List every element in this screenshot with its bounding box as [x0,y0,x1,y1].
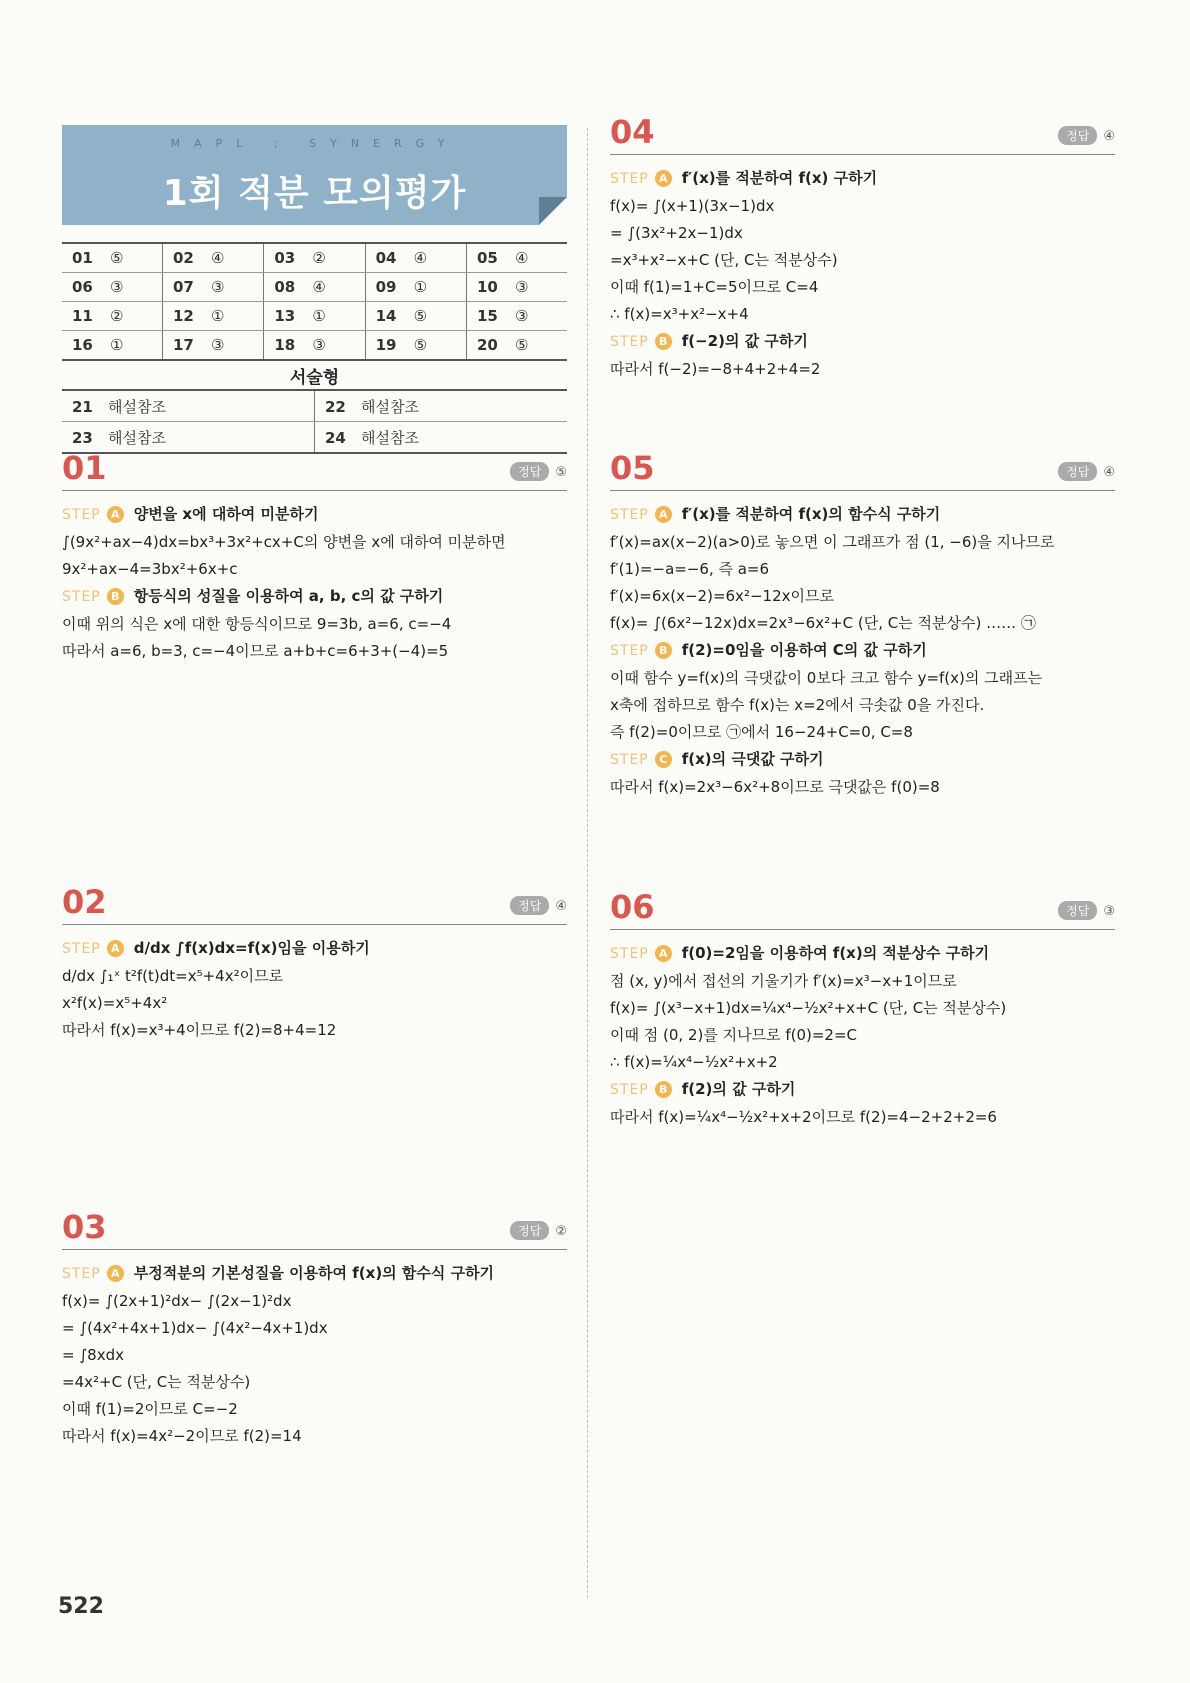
answer-value: ③ [110,278,124,296]
step-title: d/dx ∫f(x)dx=f(x)임을 이용하기 [133,939,370,957]
step-label: STEP [62,1266,101,1282]
step-heading [610,940,1115,968]
solution-line: ∫(9x²+ax−4)dx=bx³+3x²+cx+C의 양변을 x에 대하여 미분하면 [62,533,506,551]
step-heading [62,583,567,611]
answer-cell [62,302,163,331]
essay-row [62,390,567,422]
answer-cell [163,243,264,273]
column-divider [587,128,588,1598]
answer-value: ① [413,278,428,296]
step-title: 부정적분의 기본성질을 이용하여 f(x)의 함수식 구하기 [133,1264,495,1282]
question-number: 16 [72,336,93,354]
question-number: 01 [72,249,93,267]
answer-value: ① [110,336,124,354]
question-number: 17 [173,336,194,354]
question-number: 23 [72,428,93,447]
answer-badge [510,1221,567,1240]
answer-badge-label: 정답 [510,462,549,481]
question-number: 08 [274,278,296,296]
problem-body [62,925,567,1044]
problem-number: 03 [62,1208,107,1246]
question-number: 11 [72,307,93,325]
problem-body [610,155,1115,383]
answer-badge-value: ④ [555,899,567,914]
solution-line: 즉 f(2)=0이므로 ㉠에서 16−24+C=0, C=8 [610,723,913,741]
step-letter-icon: A [107,506,124,523]
answer-badge-value: ② [555,1224,567,1239]
problem-number: 06 [610,888,655,926]
step-title: f(2)=0임을 이용하여 C의 값 구하기 [681,641,927,659]
step-letter-icon: A [655,506,672,523]
answer-row [62,302,567,331]
answer-value: ③ [514,307,529,325]
step-heading [62,501,567,529]
answer-badge-value: ④ [1103,129,1115,144]
problem-06 [610,887,1115,1131]
step-heading [610,501,1115,529]
question-number: 15 [476,307,498,325]
problem-body [610,491,1115,801]
solution-line: 따라서 a=6, b=3, c=−4이므로 a+b+c=6+3+(−4)=5 [62,642,449,660]
question-number: 04 [375,249,397,267]
step-title: f(x)의 극댓값 구하기 [681,750,824,768]
step-letter-icon: C [655,751,672,768]
answer-cell [466,331,567,361]
answer-cell [264,331,365,361]
answer-cell [365,302,466,331]
solution-line: x²f(x)=x⁵+4x² [62,994,168,1012]
step-label: STEP [62,941,101,957]
solution-line: ∴ f(x)=x³+x²−x+4 [610,305,749,323]
question-number: 24 [325,428,346,447]
solution-line: 따라서 f(−2)=−8+4+2+4=2 [610,360,821,378]
problem-number: 02 [62,883,107,921]
answer-value: ③ [312,336,326,354]
answer-cell [264,243,365,273]
answer-badge-value: ③ [1103,904,1115,919]
essay-cell [62,390,315,422]
problem-number: 05 [610,449,655,487]
question-number: 02 [173,249,194,267]
solution-line: 따라서 f(x)=x³+4이므로 f(2)=8+4=12 [62,1021,337,1039]
problem-header [610,112,1115,155]
step-heading [62,935,567,963]
problem-05 [610,448,1115,801]
step-heading [610,165,1115,193]
question-number: 22 [325,397,346,416]
step-label: STEP [610,1082,649,1098]
banner-brand: MAPL ; SYNERGY [170,137,459,150]
step-heading [62,1260,567,1288]
problem-number: 01 [62,449,107,487]
step-letter-icon: A [107,940,124,957]
question-number: 13 [274,307,296,325]
problem-header [62,448,567,491]
question-number: 07 [173,278,194,296]
step-label: STEP [610,752,649,768]
step-heading [610,1076,1115,1104]
solution-line: 따라서 f(x)=¼x⁴−½x²+x+2이므로 f(2)=4−2+2+2=6 [610,1108,997,1126]
question-number: 05 [476,249,498,267]
answer-value: ④ [413,249,428,267]
solution-line: 9x²+ax−4=3bx²+6x+c [62,560,238,578]
answer-cell [163,273,264,302]
step-letter-icon: A [655,945,672,962]
answer-badge [510,462,567,481]
answer-value: ④ [211,249,225,267]
answer-row [62,243,567,273]
answer-value: ③ [514,278,529,296]
solution-line: 따라서 f(x)=2x³−6x²+8이므로 극댓값은 f(0)=8 [610,778,940,796]
answer-badge-value: ⑤ [555,465,567,480]
answer-cell [466,302,567,331]
step-letter-icon: B [655,1081,672,1098]
solution-line: f′(1)=−a=−6, 즉 a=6 [610,560,770,578]
step-label: STEP [62,589,101,605]
page-title: 1회 적분 모의평가 [162,173,467,214]
answer-row [62,331,567,361]
step-label: STEP [610,171,649,187]
solution-line: f′(x)=6x(x−2)=6x²−12x이므로 [610,587,834,605]
page-number: 522 [58,1594,104,1619]
problem-02 [62,882,567,1044]
problem-header [62,882,567,925]
step-heading [610,637,1115,665]
question-number: 06 [72,278,93,296]
answer-value: ② [312,249,326,267]
essay-answer: 해설참조 [108,428,166,447]
answer-value: ③ [211,278,225,296]
essay-answer: 해설참조 [361,397,419,416]
solution-line: f′(x)=ax(x−2)(a>0)로 놓으면 이 그래프가 점 (1, −6)을 지나므로 [610,533,1055,551]
step-heading [610,746,1115,774]
essay-answer: 해설참조 [361,428,419,447]
answer-cell [365,273,466,302]
step-label: STEP [610,507,649,523]
answer-cell [365,243,466,273]
answer-badge-label: 정답 [1058,901,1097,920]
problem-number: 04 [610,113,655,151]
answer-badge-value: ④ [1103,465,1115,480]
step-label: STEP [610,946,649,962]
question-number: 21 [72,397,93,416]
answer-cell [365,331,466,361]
question-number: 14 [375,307,397,325]
question-number: 19 [375,336,397,354]
solution-line: =4x²+C (단, C는 적분상수) [62,1373,251,1391]
question-number: 10 [476,278,498,296]
solution-line: d/dx ∫₁ˣ t²f(t)dt=x⁵+4x²이므로 [62,967,284,985]
answer-grid [62,242,567,361]
step-title: f′(x)를 적분하여 f(x) 구하기 [681,169,878,187]
step-letter-icon: B [107,588,124,605]
answer-row [62,273,567,302]
answer-badge-label: 정답 [1058,462,1097,481]
solution-line: 이때 f(1)=1+C=5이므로 C=4 [610,278,819,296]
solution-line: = ∫(3x²+2x−1)dx [610,224,743,242]
answer-value: ⑤ [413,307,428,325]
solution-line: ∴ f(x)=¼x⁴−½x²+x+2 [610,1053,778,1071]
problem-header [610,448,1115,491]
answer-cell [264,273,365,302]
essay-cell [315,390,568,422]
step-letter-icon: B [655,642,672,659]
answer-cell [163,302,264,331]
answer-cell [466,273,567,302]
essay-title: 서술형 [289,368,340,388]
essay-answer: 해설참조 [108,397,166,416]
answer-badge [510,896,567,915]
problem-03 [62,1207,567,1450]
answer-value: ② [110,307,124,325]
problem-04 [610,112,1115,383]
answer-cell [62,331,163,361]
question-number: 20 [476,336,498,354]
problem-01 [62,448,567,665]
step-letter-icon: B [655,333,672,350]
answer-badge-label: 정답 [1058,126,1097,145]
step-label: STEP [610,334,649,350]
problem-header [610,887,1115,930]
solution-line: 따라서 f(x)=4x²−2이므로 f(2)=14 [62,1427,302,1445]
solution-line: x축에 접하므로 함수 f(x)는 x=2에서 극솟값 0을 가진다. [610,696,985,714]
banner-fold-decoration [539,197,567,225]
answer-cell [62,273,163,302]
answer-badge-label: 정답 [510,1221,549,1240]
step-title: f(0)=2임을 이용하여 f(x)의 적분상수 구하기 [681,944,990,962]
answer-cell [163,331,264,361]
solution-line: f(x)= ∫(x³−x+1)dx=¼x⁴−½x²+x+C (단, C는 적분상수) [610,999,1007,1017]
answer-value: ① [312,307,326,325]
solution-line: = ∫(4x²+4x+1)dx− ∫(4x²−4x+1)dx [62,1319,328,1337]
solution-line: f(x)= ∫(6x²−12x)dx=2x³−6x²+C (단, C는 적분상수) …… ㉠ [610,614,1036,632]
step-title: 양변을 x에 대하여 미분하기 [133,505,319,523]
solution-line: f(x)= ∫(x+1)(3x−1)dx [610,197,775,215]
solution-line: 이때 f(1)=2이므로 C=−2 [62,1400,238,1418]
question-number: 12 [173,307,194,325]
question-number: 03 [274,249,296,267]
answer-value: ① [211,307,225,325]
step-title: 항등식의 성질을 이용하여 a, b, c의 값 구하기 [133,587,444,605]
answer-value: ④ [312,278,326,296]
title-banner [62,125,567,225]
answer-cell [466,243,567,273]
solution-line: 이때 위의 식은 x에 대한 항등식이므로 9=3b, a=6, c=−4 [62,615,452,633]
solution-line: f(x)= ∫(2x+1)²dx− ∫(2x−1)²dx [62,1292,292,1310]
answer-value: ⑤ [413,336,428,354]
question-number: 18 [274,336,296,354]
answer-value: ④ [514,249,529,267]
step-title: f(2)의 값 구하기 [681,1080,796,1098]
answer-value: ⑤ [514,336,529,354]
answer-cell [264,302,365,331]
essay-answer-grid [62,389,567,454]
problem-body [62,491,567,665]
solution-line: =x³+x²−x+C (단, C는 적분상수) [610,251,838,269]
answer-value: ⑤ [110,249,124,267]
problem-body [62,1250,567,1450]
step-label: STEP [62,507,101,523]
answer-badge [1058,901,1115,920]
solution-line: 점 (x, y)에서 접선의 기울기가 f′(x)=x³−x+1이므로 [610,972,957,990]
answer-value: ③ [211,336,225,354]
answer-badge [1058,126,1115,145]
answer-badge [1058,462,1115,481]
solution-line: 이때 함수 y=f(x)의 극댓값이 0보다 크고 함수 y=f(x)의 그래프는 [610,669,1043,687]
problem-body [610,930,1115,1131]
solution-line: 이때 점 (0, 2)를 지나므로 f(0)=2=C [610,1026,858,1044]
step-letter-icon: A [655,170,672,187]
step-heading [610,328,1115,356]
solution-line: = ∫8xdx [62,1346,124,1364]
step-title: f′(x)를 적분하여 f(x)의 함수식 구하기 [681,505,941,523]
answer-cell [62,243,163,273]
step-title: f(−2)의 값 구하기 [681,332,808,350]
step-letter-icon: A [107,1265,124,1282]
step-label: STEP [610,643,649,659]
problem-header [62,1207,567,1250]
question-number: 09 [375,278,397,296]
answer-badge-label: 정답 [510,896,549,915]
